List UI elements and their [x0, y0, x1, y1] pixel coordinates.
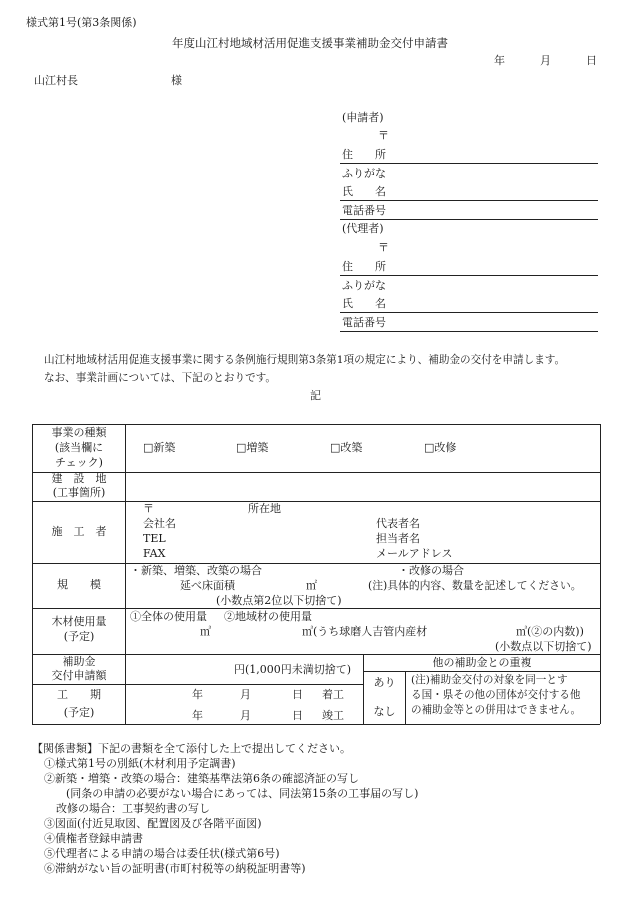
- duplicate-no-option[interactable]: なし: [373, 705, 396, 718]
- agent-name-label: 氏 名: [342, 297, 386, 310]
- period-label-2: (予定): [63, 706, 95, 719]
- docs-item: ⑥滞納がない旨の証明書(市町村税等の納税証明書等): [44, 862, 306, 875]
- wood-kuma-unit: ㎥(②の内数)): [516, 625, 584, 638]
- wood-label-2: (予定): [63, 630, 95, 643]
- site-label-2: (工事箇所): [52, 486, 106, 499]
- checkbox-extension[interactable]: □増築: [236, 441, 269, 454]
- scale-rounding-note: (小数点第2位以下切捨て): [216, 594, 342, 607]
- duplicate-subsidy-heading: 他の補助金との重複: [432, 656, 532, 669]
- contractor-fax-label: FAX: [143, 547, 166, 560]
- start-day-label: 日: [292, 688, 303, 701]
- form-number: 様式第1号(第3条関係): [26, 16, 137, 29]
- ki-mark: 記: [310, 389, 321, 402]
- scale-label: 規 模: [57, 578, 101, 591]
- applicant-phone-label: 電話番号: [342, 204, 386, 217]
- end-day-label: 日: [292, 709, 303, 722]
- type-label-1: 事業の種類: [51, 426, 107, 439]
- contractor-person-label: 担当者名: [376, 532, 420, 545]
- end-year-label: 年: [192, 709, 203, 722]
- docs-item: ②新築・増築・改築の場合：建築基準法第6条の確認済証の写し: [44, 772, 359, 785]
- agent-furigana-label: ふりがな: [342, 279, 386, 292]
- addressee: 山江村長: [34, 74, 78, 87]
- amount-label-2: 交付申請額: [51, 669, 107, 682]
- type-label-2: (該当欄に: [54, 441, 104, 454]
- contractor-company-label: 会社名: [143, 517, 176, 530]
- contractor-email-label: メールアドレス: [376, 547, 453, 560]
- date-month-label: 月: [540, 54, 551, 67]
- site-label-1: 建 設 地: [51, 472, 107, 485]
- scale-new-case: ・新築、増築、改築の場合: [130, 564, 262, 577]
- docs-item: (同条の申請の必要がない場合にあっては、同法第15条の工事届の写し): [66, 787, 419, 800]
- duplicate-note-line-3: の補助金等との併用はできません。: [411, 704, 582, 716]
- type-label-3: チェック): [55, 456, 103, 469]
- wood-total-unit: ㎥: [200, 625, 211, 638]
- wood-local-unit: ㎥(うち球磨人吉管内産材: [302, 625, 428, 638]
- agent-phone-label: 電話番号: [342, 316, 386, 329]
- scale-floor-area-label: 延べ床面積: [180, 579, 235, 592]
- application-statement: 山江村地域材活用促進支援事業に関する条例施行規則第3条第1項の規定により、補助金の交付を申請します。: [44, 354, 566, 366]
- period-label-1: 工 期: [57, 688, 101, 701]
- plan-statement: なお、事業計画については、下記のとおりです。: [44, 372, 277, 384]
- checkbox-renovation[interactable]: □改修: [424, 441, 457, 454]
- duplicate-note-line-2: る国・県その他の団体が交付する他: [411, 689, 581, 701]
- agent-address-label: 住 所: [342, 260, 386, 273]
- end-month-label: 月: [240, 709, 251, 722]
- wood-local-label: ②地域材の使用量: [224, 610, 312, 623]
- scale-renovation-case: ・改修の場合: [398, 564, 464, 577]
- applicant-heading: (申請者): [342, 111, 384, 124]
- wood-total-label: ①全体の使用量: [130, 610, 207, 623]
- end-tag: 竣工: [322, 709, 344, 722]
- docs-item: ⑤代理者による申請の場合は委任状(様式第6号): [44, 847, 280, 860]
- docs-item: 改修の場合：工事契約書の写し: [56, 802, 210, 815]
- scale-renovation-note: (注)具体的内容、数量を記述してください。: [368, 579, 582, 592]
- amount-value-note: 円(1,000円未満切捨て): [234, 663, 352, 676]
- date-year-label: 年: [494, 54, 505, 67]
- agent-heading: (代理者): [342, 222, 384, 235]
- contractor-location-label: 所在地: [248, 502, 281, 515]
- contractor-label: 施 工 者: [51, 525, 107, 538]
- docs-heading: 【関係書類】下記の書類を全て添付した上で提出してください。: [32, 742, 351, 755]
- contractor-postal-mark: 〒: [143, 502, 154, 515]
- start-year-label: 年: [192, 688, 203, 701]
- agent-postal-mark: 〒: [378, 241, 389, 254]
- wood-label-1: 木材使用量: [51, 615, 107, 628]
- checkbox-new-construction[interactable]: □新築: [143, 441, 176, 454]
- contractor-representative-label: 代表者名: [376, 517, 420, 530]
- wood-rounding-note: (小数点以下切捨て): [495, 640, 592, 653]
- start-tag: 着工: [322, 688, 344, 701]
- start-month-label: 月: [240, 688, 251, 701]
- amount-label-1: 補助金: [62, 655, 96, 668]
- contractor-tel-label: TEL: [143, 532, 166, 545]
- applicant-postal-mark: 〒: [378, 129, 389, 142]
- addressee-suffix: 様: [171, 74, 182, 87]
- date-day-label: 日: [586, 54, 597, 67]
- applicant-furigana-label: ふりがな: [342, 167, 386, 180]
- scale-floor-area-unit: ㎡: [306, 579, 317, 592]
- docs-item: ①様式第1号の別紙(木材利用予定調書): [44, 757, 236, 770]
- docs-item: ③図面(付近見取図、配置図及び各階平面図): [44, 817, 262, 830]
- docs-item: ④債権者登録申請書: [44, 832, 143, 845]
- duplicate-note-line-1: (注)補助金交付の対象を同一とす: [411, 674, 568, 686]
- applicant-name-label: 氏 名: [342, 185, 386, 198]
- document-title: 年度山江村地域材活用促進支援事業補助金交付申請書: [172, 36, 448, 50]
- applicant-address-label: 住 所: [342, 148, 386, 161]
- checkbox-rebuild[interactable]: □改築: [330, 441, 363, 454]
- duplicate-yes-option[interactable]: あり: [373, 676, 396, 689]
